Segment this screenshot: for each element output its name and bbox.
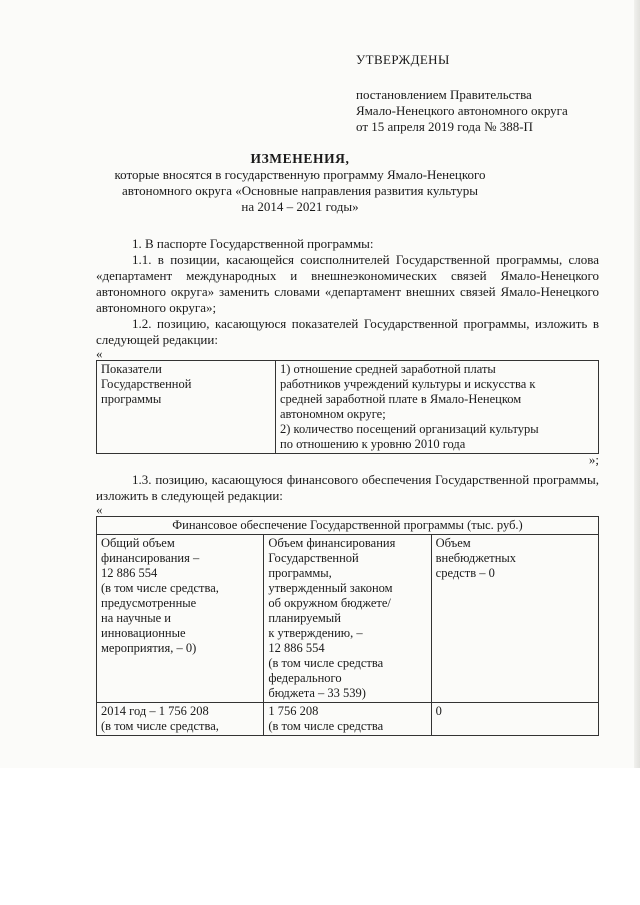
cell-line: 2) количество посещений организаций культуры bbox=[280, 422, 539, 436]
cell-line: средней заработной плате в Ямало-Ненецком bbox=[280, 392, 522, 406]
quote-open: « bbox=[96, 502, 103, 517]
cell-line: на научные и bbox=[101, 611, 171, 625]
finance-year-extrabudget-cell bbox=[431, 703, 598, 736]
cell-line: программы, bbox=[268, 566, 332, 580]
indicators-value-cell bbox=[276, 361, 599, 454]
blank-area bbox=[0, 768, 640, 905]
heading-line: на 2014 – 2021 годы» bbox=[241, 199, 359, 214]
paragraph-1-1: 1.1. в позиции, касающейся соисполнителей Государственной программы, слова «департамент международных и внешнеэкономических связей Ямало-Ненецкого автономного округа» заменить словами «департамент внешних связей Ямало-Ненецкого автономного округа»; bbox=[96, 252, 599, 315]
cell-line: финансирования – bbox=[101, 551, 200, 565]
cell-line: внебюджетных bbox=[435, 551, 517, 565]
finance-year-budget-cell bbox=[264, 703, 431, 736]
document-body bbox=[96, 236, 599, 736]
finance-table bbox=[96, 516, 599, 736]
approval-title: УТВЕРЖДЕНЫ bbox=[356, 52, 450, 67]
cell-line: 1 756 208 bbox=[268, 704, 319, 718]
quote-close: »; bbox=[588, 452, 599, 467]
cell-line: (в том числе средства, bbox=[101, 719, 219, 733]
cell-line: 12 886 554 bbox=[101, 566, 158, 580]
paragraph-1: 1. В паспорте Государственной программы: bbox=[132, 236, 374, 251]
table-row bbox=[97, 517, 599, 535]
finance-budget-cell bbox=[264, 535, 431, 703]
cell-line: Общий объем bbox=[101, 536, 175, 550]
indicators-label-cell bbox=[97, 361, 276, 454]
cell-line: к утверждению, – bbox=[268, 626, 363, 640]
cell-line: программы bbox=[101, 392, 162, 406]
finance-header-cell: Финансовое обеспечение Государственной программы (тыс. руб.) bbox=[97, 517, 599, 535]
cell-line: федерального bbox=[268, 671, 342, 685]
finance-total-cell bbox=[97, 535, 264, 703]
cell-line: 2014 год – 1 756 208 bbox=[101, 704, 209, 718]
cell-line: (в том числе средства bbox=[268, 656, 384, 670]
cell-line: инновационные bbox=[101, 626, 186, 640]
cell-line: мероприятия, – 0) bbox=[101, 641, 197, 655]
paragraph-1-3: 1.3. позицию, касающуюся финансового обеспечения Государственной программы, изложить в следующей редакции: bbox=[96, 472, 599, 503]
cell-line: утвержденный законом bbox=[268, 581, 393, 595]
heading-line: которые вносятся в государственную программу Ямало-Ненецкого bbox=[114, 167, 486, 182]
cell-line: (в том числе средства, bbox=[101, 581, 219, 595]
cell-line: по отношению к уровню 2010 года bbox=[280, 437, 466, 451]
document-heading bbox=[96, 151, 504, 215]
heading-title: ИЗМЕНЕНИЯ, bbox=[250, 151, 350, 166]
cell-line: работников учреждений культуры и искусства к bbox=[280, 377, 536, 391]
heading-line: автономного округа «Основные направления развития культуры bbox=[122, 183, 478, 198]
approval-line: Ямало-Ненецкого автономного округа bbox=[356, 103, 568, 118]
finance-year-cell bbox=[97, 703, 264, 736]
scan-edge bbox=[634, 0, 640, 768]
cell-line: предусмотренные bbox=[101, 596, 197, 610]
cell-line: Показатели bbox=[101, 362, 162, 376]
table-row bbox=[97, 361, 599, 454]
cell-line: Государственной bbox=[101, 377, 192, 391]
cell-line: Объем bbox=[435, 536, 471, 550]
cell-line: Объем финансирования bbox=[268, 536, 396, 550]
cell-line: средств – 0 bbox=[435, 566, 495, 580]
cell-line: (в том числе средства bbox=[268, 719, 384, 733]
table-row bbox=[97, 703, 599, 736]
cell-line: 1) отношение средней заработной платы bbox=[280, 362, 496, 376]
approval-stamp bbox=[356, 52, 626, 135]
quote-open: « bbox=[96, 346, 103, 361]
cell-line: об окружном бюджете/ bbox=[268, 596, 391, 610]
cell-line: планируемый bbox=[268, 611, 341, 625]
approval-line: от 15 апреля 2019 года № 388-П bbox=[356, 119, 533, 134]
cell-line: бюджета – 33 539) bbox=[268, 686, 366, 700]
paragraph-1-2: 1.2. позицию, касающуюся показателей Государственной программы, изложить в следующей редакции: bbox=[96, 316, 599, 347]
table-row bbox=[97, 535, 599, 703]
approval-line: постановлением Правительства bbox=[356, 87, 532, 102]
finance-extrabudget-cell bbox=[431, 535, 598, 703]
cell-line: 0 bbox=[435, 704, 442, 718]
cell-line: автономном округе; bbox=[280, 407, 386, 421]
indicators-table bbox=[96, 360, 599, 454]
cell-line: Государственной bbox=[268, 551, 359, 565]
cell-line: 12 886 554 bbox=[268, 641, 325, 655]
